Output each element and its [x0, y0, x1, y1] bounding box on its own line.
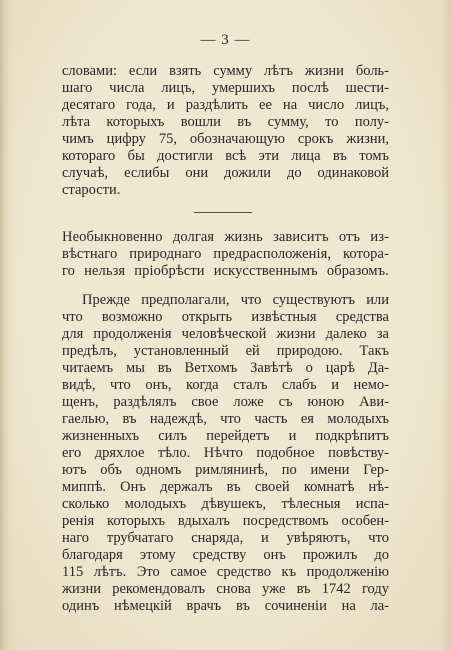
- text-line: читаемъ мы въ Ветхомъ Завѣтѣ о царѣ Да-: [62, 360, 389, 376]
- paragraph-continuation: [62, 63, 389, 199]
- text-line: словами: если взять сумму лѣтъ жизни боль-: [62, 63, 389, 79]
- text-line: одинъ нѣмецкій врачъ въ сочиненіи на ла-: [62, 598, 389, 614]
- text-line: щенъ, раздѣлялъ свое ложе съ юною Ави-: [62, 394, 389, 410]
- text-line: наго трубчатаго снаряда, и увѣряютъ, что: [62, 530, 389, 546]
- text-line: сколько молодыхъ дѣвушекъ, тѣлесныя испа-: [62, 496, 389, 512]
- text-line: котораго бы достигли всѣ эти лица въ томъ: [62, 148, 389, 164]
- text-line: его дряхлое тѣло. Нѣчто подобное повѣству-: [62, 445, 389, 461]
- text-line: благодаря этому средству онъ прожилъ до: [62, 547, 389, 563]
- text-line: жизни рекомендовалъ снова уже въ 1742 году: [62, 581, 389, 597]
- text-line: го нельзя пріобрѣсти искусственнымъ образомъ.: [62, 263, 389, 279]
- text-line: для продолженія человѣческой жизни далеко за: [62, 326, 389, 342]
- section-divider: [194, 212, 252, 213]
- body-paragraph: [62, 292, 389, 615]
- text-line: что возможно открыть извѣстныя средства: [62, 309, 389, 325]
- text-line: лѣта которыхъ вошли въ сумму, то полу-: [62, 114, 389, 130]
- text-line: гаелью, въ надеждѣ, что часть ея молодыхъ: [62, 411, 389, 427]
- text-line: Необыкновенно долгая жизнь зависитъ отъ из-: [62, 229, 389, 245]
- text-line: видѣ, что онъ, когда сталъ слабъ и немо-: [62, 377, 389, 393]
- text-line: Прежде предполагали, что существуютъ или: [82, 292, 389, 308]
- text-line: десятаго года, и раздѣлить ее на число лицъ,: [62, 97, 389, 113]
- text-line: предѣлъ, установленный ей природою. Такъ: [62, 343, 389, 359]
- text-line: жизненныхъ силъ перейдетъ и подкрѣпитъ: [62, 428, 389, 444]
- text-line: 115 лѣтъ. Это самое средство къ продолженію: [62, 564, 389, 580]
- text-line: чимъ цифру 75, обозначающую срокъ жизни,: [62, 131, 389, 147]
- text-line: вѣстнаго природнаго предрасположенія, котора-: [62, 246, 389, 262]
- page-number-header: — 3 —: [200, 32, 251, 48]
- text-line: ютъ объ одномъ римлянинѣ, по имени Гер-: [62, 462, 389, 478]
- text-line: старости.: [62, 182, 121, 198]
- text-line: ренія которыхъ вдыхалъ посредствомъ особен-: [62, 513, 389, 529]
- text-line: миппѣ. Онъ держалъ въ своей комнатѣ нѣ-: [62, 479, 389, 495]
- summary-paragraph: [62, 229, 389, 280]
- text-line: случаѣ, еслибы они дожили до одинаковой: [62, 165, 389, 181]
- text-line: шаго числа лицъ, умершихъ послѣ шести-: [62, 80, 389, 96]
